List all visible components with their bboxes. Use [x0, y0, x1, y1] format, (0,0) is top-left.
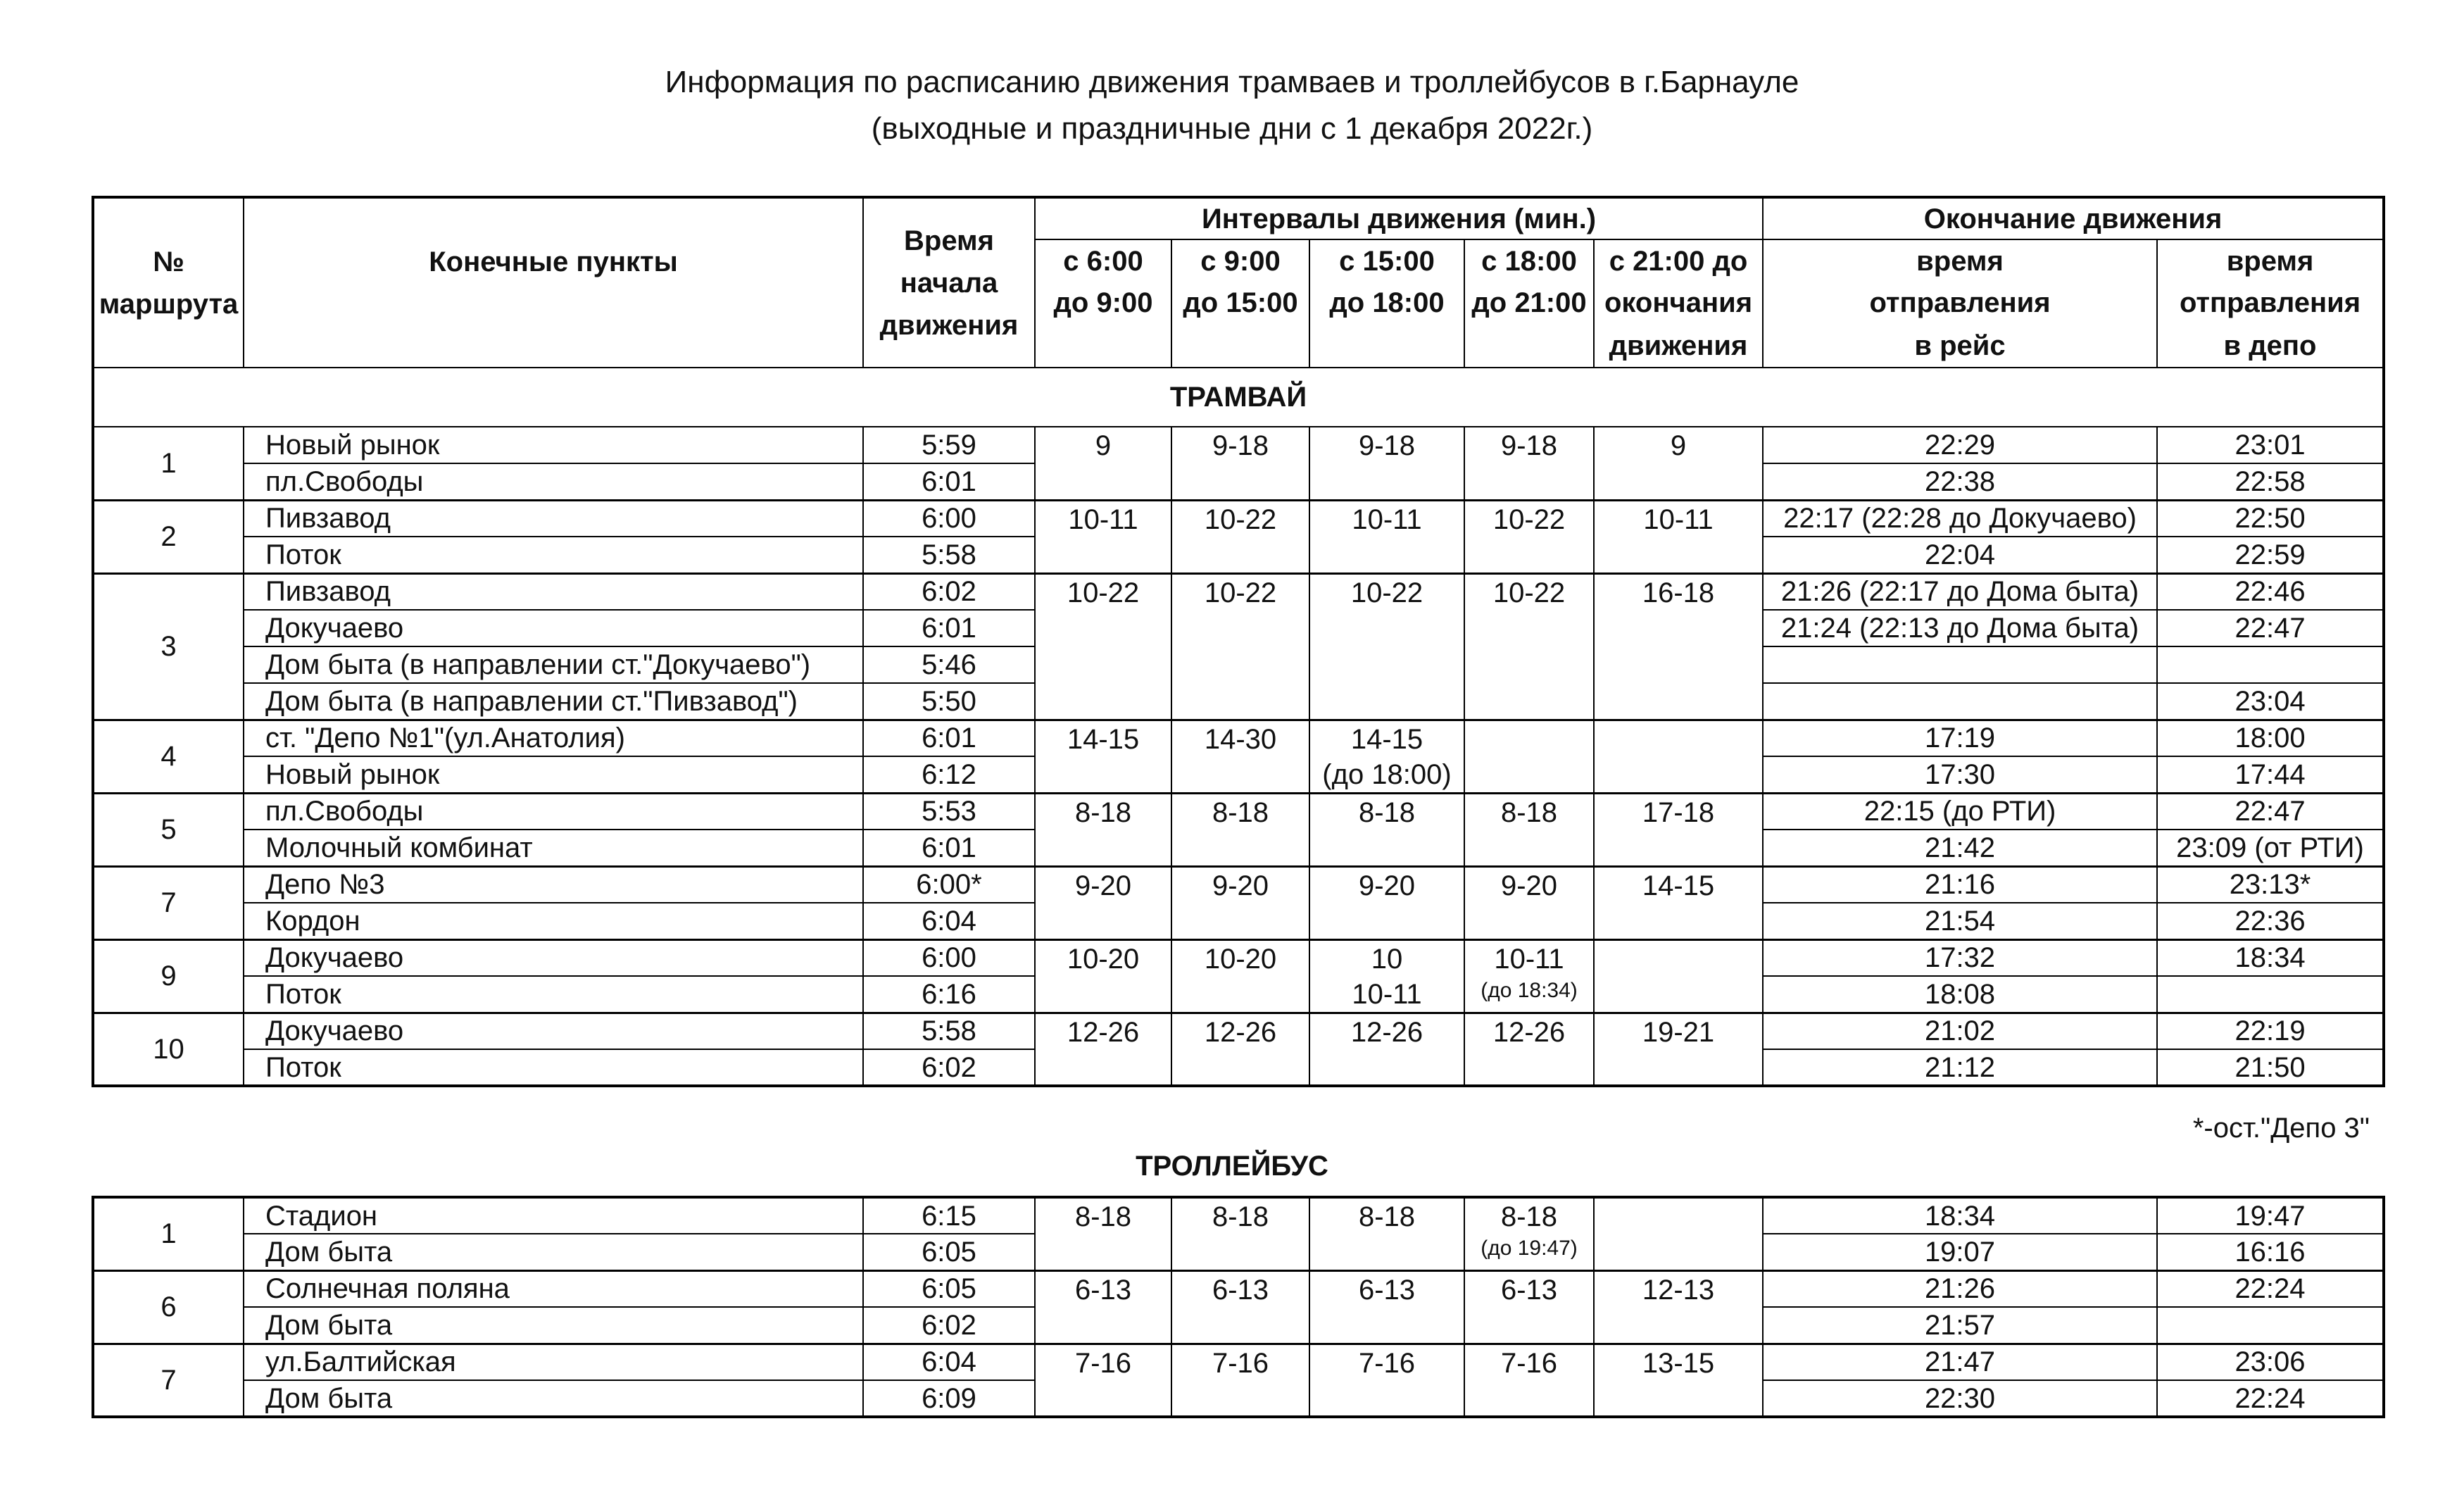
interval-cell	[1309, 1049, 1464, 1086]
table-row	[93, 1270, 2384, 1307]
interval-cell: 14-15	[1594, 866, 1763, 903]
end-trip-time: 22:17 (22:28 до Докучаево)	[1763, 500, 2157, 537]
section-tram: ТРАМВАЙ	[93, 368, 2384, 427]
interval-cell	[1309, 463, 1464, 500]
route-number: 9	[93, 939, 244, 1013]
stop-name: Дом быта	[244, 1307, 863, 1344]
stop-name: Дом быта (в направлении ст."Пивзавод")	[244, 683, 863, 720]
end-trip-time: 21:12	[1763, 1049, 2157, 1086]
end-depot-time	[2157, 976, 2384, 1013]
end-depot-time: 22:36	[2157, 903, 2384, 939]
header-end: Окончание движения	[1763, 197, 2384, 239]
interval-cell: 9	[1035, 427, 1171, 463]
interval-cell	[1594, 756, 1763, 793]
interval-cell	[1594, 720, 1763, 756]
end-trip-time: 18:34	[1763, 1197, 2157, 1234]
interval-cell	[1594, 903, 1763, 939]
interval-cell	[1035, 903, 1171, 939]
interval-cell: (до 18:34)	[1464, 976, 1594, 1013]
footnote: *-ост."Депо 3"	[2192, 1113, 2370, 1144]
interval-cell	[1171, 683, 1309, 720]
header-terminals: Конечные пункты	[244, 197, 863, 368]
interval-cell	[1035, 610, 1171, 646]
stop-name: Поток	[244, 537, 863, 573]
interval-cell	[1171, 646, 1309, 683]
start-time: 6:02	[863, 1049, 1035, 1086]
stop-name: пл.Свободы	[244, 793, 863, 830]
start-time: 6:02	[863, 1307, 1035, 1344]
interval-cell	[1464, 756, 1594, 793]
interval-cell	[1171, 1380, 1309, 1417]
interval-cell: 6-13	[1464, 1270, 1594, 1307]
table-row	[93, 1234, 2384, 1270]
end-depot-time: 22:24	[2157, 1380, 2384, 1417]
interval-cell: 8-18	[1035, 793, 1171, 830]
end-trip-time: 17:19	[1763, 720, 2157, 756]
header-e2: время	[2157, 239, 2384, 282]
interval-cell: 16-18	[1594, 573, 1763, 610]
interval-cell	[1309, 537, 1464, 573]
header-i5: с 21:00 до	[1594, 239, 1763, 282]
interval-cell	[1035, 756, 1171, 793]
table-row	[93, 976, 2384, 1013]
start-time: 6:00	[863, 500, 1035, 537]
interval-cell	[1171, 463, 1309, 500]
end-trip-time: 22:30	[1763, 1380, 2157, 1417]
interval-cell: 10-22	[1035, 573, 1171, 610]
end-trip-time: 17:32	[1763, 939, 2157, 976]
table-row	[93, 830, 2384, 866]
end-depot-time: 21:50	[2157, 1049, 2384, 1086]
interval-cell: 8-18	[1309, 1197, 1464, 1234]
interval-cell: (до 19:47)	[1464, 1234, 1594, 1270]
end-depot-time: 22:19	[2157, 1013, 2384, 1049]
interval-cell	[1035, 1307, 1171, 1344]
stop-name: Пивзавод	[244, 573, 863, 610]
interval-cell: 10-11	[1309, 976, 1464, 1013]
interval-cell	[1594, 976, 1763, 1013]
end-trip-time: 19:07	[1763, 1234, 2157, 1270]
start-time: 6:04	[863, 903, 1035, 939]
interval-cell	[1594, 683, 1763, 720]
header-intervals: Интервалы движения (мин.)	[1035, 197, 1763, 239]
table-row	[93, 1049, 2384, 1086]
interval-cell	[1035, 1049, 1171, 1086]
route-number: 5	[93, 793, 244, 866]
table-row	[93, 720, 2384, 756]
stop-name: Поток	[244, 976, 863, 1013]
interval-cell	[1035, 976, 1171, 1013]
end-trip-time	[1763, 683, 2157, 720]
interval-cell: 10-11	[1309, 500, 1464, 537]
end-depot-time	[2157, 1307, 2384, 1344]
end-depot-time: 18:00	[2157, 720, 2384, 756]
end-trip-time: 21:54	[1763, 903, 2157, 939]
start-time: 6:01	[863, 610, 1035, 646]
interval-cell: 8-18	[1035, 1197, 1171, 1234]
stop-name: Кордон	[244, 903, 863, 939]
interval-cell: 9-18	[1464, 427, 1594, 463]
interval-cell	[1464, 1380, 1594, 1417]
header-i2: с 9:00	[1171, 239, 1309, 282]
interval-cell	[1594, 830, 1763, 866]
start-time: 6:01	[863, 720, 1035, 756]
interval-cell: 13-15	[1594, 1344, 1763, 1380]
stop-name: Дом быта	[244, 1380, 863, 1417]
interval-cell	[1309, 1234, 1464, 1270]
interval-cell: 10-22	[1464, 573, 1594, 610]
table-row	[93, 939, 2384, 976]
interval-cell: (до 18:00)	[1309, 756, 1464, 793]
interval-cell	[1035, 646, 1171, 683]
interval-cell: 8-18	[1309, 793, 1464, 830]
interval-cell	[1309, 610, 1464, 646]
table-row	[93, 537, 2384, 573]
table-row	[93, 793, 2384, 830]
start-time: 5:50	[863, 683, 1035, 720]
end-depot-time: 22:46	[2157, 573, 2384, 610]
stop-name: Новый рынок	[244, 756, 863, 793]
stop-name: ст. "Депо №1"(ул.Анатолия)	[244, 720, 863, 756]
table-row	[93, 756, 2384, 793]
end-trip-time: 18:08	[1763, 976, 2157, 1013]
stop-name: Солнечная поляна	[244, 1270, 863, 1307]
interval-cell	[1464, 720, 1594, 756]
interval-cell	[1171, 756, 1309, 793]
header-start-time: Время начала движения	[863, 197, 1035, 368]
interval-cell: 10-22	[1171, 573, 1309, 610]
interval-cell: 9-18	[1309, 427, 1464, 463]
interval-cell	[1035, 537, 1171, 573]
interval-cell: 10-20	[1171, 939, 1309, 976]
interval-cell	[1171, 1234, 1309, 1270]
end-depot-time: 22:58	[2157, 463, 2384, 500]
interval-cell	[1594, 646, 1763, 683]
interval-cell: 6-13	[1309, 1270, 1464, 1307]
interval-cell: 12-26	[1171, 1013, 1309, 1049]
end-trip-time: 22:29	[1763, 427, 2157, 463]
end-depot-time: 23:04	[2157, 683, 2384, 720]
tram-schedule-table: № маршрута Конечные пункты Время начала движения Интервалы движения (мин.) Окончание движения с 6:00 с 9:00 с 15:00 с 18:00 с 21:00 до время время до 9:00 до 15:00 до 18:00 до 21:00 окончания отправления отправления движения в рейс в депо ТРАМВАЙ 1 Новый рынок 5:59 9 9-18 9-18 9-18 9 22:29 23:01 пл.Свободы 6:01 22:38 22:58 2 Пивзавод 6:00 10-11 10-22 10-11 10-22 10-11 22:17 (22:28 до Докучаево) 22:50 Поток 5:58 22:04 22:59 3 Пивзавод 6:02 10-22 10-22 10-22 10-22 16-18 21:26 (22:17 до Дома быта) 22:46 Докучаево 6:01 21:24 (22:13 до Дома быта) 22:47 Дом быта (в направлении ст."Докучаево") 5:46 Дом быта (в направлении ст."Пивзавод") 5:50 23:04 4 ст. "Депо №1"(ул.Анатолия) 6:01 14-15 14-30 14-15 17:19 18:00 Новый рынок 6:12 (до 18:00) 17:30 17:44 5 пл.Свободы 5:53 8-18 8-18 8-18 8-18 17-18 22:15 (до РТИ) 22:47 Молочный комбинат 6:01 21:42 23:09 (от РТИ) 7 Депо №3 6:00* 9-20 9-20 9-20 9-20 14-15 21:16 23:13* Кордон 6:04 21:54 22:36 9 Докучаево 6:00 10-20 10-20 10 10-11 17:32 18:34 Поток 6:16 10-11 (до 18:34) 18:08 10 Докучаево 5:58 12-26 12-26 12-26 12-26 19-21 21:02 22:19 Поток 6:02 21:12 21:50	[92, 196, 2385, 1087]
table-row	[93, 646, 2384, 683]
interval-cell	[1171, 903, 1309, 939]
route-number: 2	[93, 500, 244, 573]
end-trip-time: 21:26 (22:17 до Дома быта)	[1763, 573, 2157, 610]
table-row	[93, 610, 2384, 646]
interval-cell: 9-20	[1464, 866, 1594, 903]
start-time: 6:12	[863, 756, 1035, 793]
interval-cell	[1171, 976, 1309, 1013]
header-route-no: № маршрута	[93, 197, 244, 368]
interval-cell	[1309, 1380, 1464, 1417]
interval-cell: 9-20	[1035, 866, 1171, 903]
start-time: 6:01	[863, 830, 1035, 866]
interval-cell: 6-13	[1171, 1270, 1309, 1307]
interval-cell	[1035, 830, 1171, 866]
interval-cell	[1171, 537, 1309, 573]
end-trip-time: 22:04	[1763, 537, 2157, 573]
interval-cell	[1035, 463, 1171, 500]
table-row	[93, 427, 2384, 463]
interval-cell: 8-18	[1171, 1197, 1309, 1234]
interval-cell	[1171, 610, 1309, 646]
interval-cell	[1594, 463, 1763, 500]
end-trip-time: 21:47	[1763, 1344, 2157, 1380]
interval-cell: 10-11	[1594, 500, 1763, 537]
start-time: 6:16	[863, 976, 1035, 1013]
stop-name: Поток	[244, 1049, 863, 1086]
interval-cell	[1464, 683, 1594, 720]
interval-cell: 12-26	[1309, 1013, 1464, 1049]
end-depot-time: 22:24	[2157, 1270, 2384, 1307]
start-time: 6:04	[863, 1344, 1035, 1380]
interval-cell: 9	[1594, 427, 1763, 463]
start-time: 5:46	[863, 646, 1035, 683]
start-time: 6:01	[863, 463, 1035, 500]
end-depot-time: 18:34	[2157, 939, 2384, 976]
interval-cell	[1464, 1307, 1594, 1344]
table-row	[93, 1013, 2384, 1049]
interval-cell: 9-18	[1171, 427, 1309, 463]
stop-name: Дом быта	[244, 1234, 863, 1270]
interval-cell: 10	[1309, 939, 1464, 976]
interval-cell: 6-13	[1035, 1270, 1171, 1307]
stop-name: пл.Свободы	[244, 463, 863, 500]
start-time: 6:05	[863, 1270, 1035, 1307]
start-time: 6:00	[863, 939, 1035, 976]
end-trip-time: 21:26	[1763, 1270, 2157, 1307]
start-time: 5:58	[863, 1013, 1035, 1049]
table-row	[93, 573, 2384, 610]
interval-cell: 12-26	[1464, 1013, 1594, 1049]
start-time: 6:05	[863, 1234, 1035, 1270]
end-depot-time	[2157, 646, 2384, 683]
end-depot-time: 17:44	[2157, 756, 2384, 793]
interval-cell: 14-15	[1309, 720, 1464, 756]
end-trip-time: 21:16	[1763, 866, 2157, 903]
stop-name: Пивзавод	[244, 500, 863, 537]
stop-name: Новый рынок	[244, 427, 863, 463]
interval-cell	[1594, 1049, 1763, 1086]
stop-name: Докучаево	[244, 610, 863, 646]
end-trip-time: 21:24 (22:13 до Дома быта)	[1763, 610, 2157, 646]
table-row	[93, 500, 2384, 537]
start-time: 6:09	[863, 1380, 1035, 1417]
interval-cell	[1464, 830, 1594, 866]
end-trip-time: 21:02	[1763, 1013, 2157, 1049]
end-depot-time: 16:16	[2157, 1234, 2384, 1270]
interval-cell: 8-18	[1171, 793, 1309, 830]
interval-cell	[1594, 1234, 1763, 1270]
interval-cell	[1464, 1049, 1594, 1086]
section-trolleybus: ТРОЛЛЕЙБУС	[1136, 1151, 1328, 1182]
header-i4: с 18:00	[1464, 239, 1594, 282]
end-depot-time: 23:13*	[2157, 866, 2384, 903]
header-i1: с 6:00	[1035, 239, 1171, 282]
end-depot-time: 23:01	[2157, 427, 2384, 463]
table-row	[93, 1307, 2384, 1344]
interval-cell	[1594, 1307, 1763, 1344]
end-trip-time: 21:57	[1763, 1307, 2157, 1344]
start-time: 6:15	[863, 1197, 1035, 1234]
interval-cell	[1464, 537, 1594, 573]
interval-cell: 9-20	[1309, 866, 1464, 903]
start-time: 5:58	[863, 537, 1035, 573]
header-e1: время	[1763, 239, 2157, 282]
interval-cell	[1594, 939, 1763, 976]
interval-cell	[1309, 683, 1464, 720]
interval-cell	[1464, 610, 1594, 646]
interval-cell	[1594, 1380, 1763, 1417]
end-depot-time: 19:47	[2157, 1197, 2384, 1234]
end-trip-time: 22:38	[1763, 463, 2157, 500]
interval-cell: 17-18	[1594, 793, 1763, 830]
interval-cell: 14-30	[1171, 720, 1309, 756]
stop-name: Дом быта (в направлении ст."Докучаево")	[244, 646, 863, 683]
end-trip-time: 22:15 (до РТИ)	[1763, 793, 2157, 830]
interval-cell	[1035, 1380, 1171, 1417]
stop-name: Докучаево	[244, 1013, 863, 1049]
page-title: Информация по расписанию движения трамваев и троллейбусов в г.Барнауле	[665, 65, 1799, 99]
end-trip-time: 17:30	[1763, 756, 2157, 793]
route-number: 7	[93, 1344, 244, 1417]
interval-cell	[1035, 1234, 1171, 1270]
end-depot-time: 22:59	[2157, 537, 2384, 573]
page-subtitle: (выходные и праздничные дни с 1 декабря 2022г.)	[871, 111, 1593, 146]
interval-cell	[1309, 646, 1464, 683]
interval-cell: 12-13	[1594, 1270, 1763, 1307]
route-number: 1	[93, 427, 244, 500]
table-row	[93, 1197, 2384, 1234]
interval-cell	[1464, 646, 1594, 683]
table-row	[93, 1344, 2384, 1380]
interval-cell	[1594, 1197, 1763, 1234]
interval-cell: 7-16	[1309, 1344, 1464, 1380]
interval-cell: 10-22	[1309, 573, 1464, 610]
trolleybus-schedule-table	[92, 1196, 2385, 1418]
stop-name: Докучаево	[244, 939, 863, 976]
interval-cell	[1594, 610, 1763, 646]
interval-cell	[1464, 463, 1594, 500]
interval-cell: 10-11	[1464, 939, 1594, 976]
end-trip-time	[1763, 646, 2157, 683]
table-row	[93, 866, 2384, 903]
stop-name: Молочный комбинат	[244, 830, 863, 866]
interval-cell: 14-15	[1035, 720, 1171, 756]
interval-cell	[1309, 830, 1464, 866]
interval-cell: 7-16	[1464, 1344, 1594, 1380]
interval-cell: 19-21	[1594, 1013, 1763, 1049]
table-row	[93, 1380, 2384, 1417]
interval-cell: 10-20	[1035, 939, 1171, 976]
end-trip-time: 21:42	[1763, 830, 2157, 866]
interval-cell	[1171, 830, 1309, 866]
interval-cell	[1309, 1307, 1464, 1344]
route-number: 4	[93, 720, 244, 793]
interval-cell	[1171, 1049, 1309, 1086]
start-time: 6:02	[863, 573, 1035, 610]
start-time: 6:00*	[863, 866, 1035, 903]
end-depot-time: 22:50	[2157, 500, 2384, 537]
interval-cell	[1171, 1307, 1309, 1344]
route-number: 7	[93, 866, 244, 939]
stop-name: Стадион	[244, 1197, 863, 1234]
interval-cell: 7-16	[1035, 1344, 1171, 1380]
stop-name: Депо №3	[244, 866, 863, 903]
interval-cell: 8-18	[1464, 1197, 1594, 1234]
route-number: 10	[93, 1013, 244, 1086]
interval-cell: 7-16	[1171, 1344, 1309, 1380]
start-time: 5:53	[863, 793, 1035, 830]
table-row	[93, 683, 2384, 720]
interval-cell: 8-18	[1464, 793, 1594, 830]
stop-name: ул.Балтийская	[244, 1344, 863, 1380]
table-row	[93, 903, 2384, 939]
start-time: 5:59	[863, 427, 1035, 463]
table-row	[93, 463, 2384, 500]
interval-cell	[1594, 537, 1763, 573]
interval-cell	[1464, 903, 1594, 939]
interval-cell: 10-22	[1171, 500, 1309, 537]
route-number: 1	[93, 1197, 244, 1270]
interval-cell: 9-20	[1171, 866, 1309, 903]
end-depot-time: 23:06	[2157, 1344, 2384, 1380]
interval-cell: 10-22	[1464, 500, 1594, 537]
end-depot-time: 22:47	[2157, 793, 2384, 830]
header-i3: с 15:00	[1309, 239, 1464, 282]
interval-cell: 12-26	[1035, 1013, 1171, 1049]
end-depot-time: 23:09 (от РТИ)	[2157, 830, 2384, 866]
interval-cell	[1035, 683, 1171, 720]
interval-cell	[1309, 903, 1464, 939]
route-number: 6	[93, 1270, 244, 1344]
interval-cell: 10-11	[1035, 500, 1171, 537]
route-number: 3	[93, 573, 244, 720]
end-depot-time: 22:47	[2157, 610, 2384, 646]
